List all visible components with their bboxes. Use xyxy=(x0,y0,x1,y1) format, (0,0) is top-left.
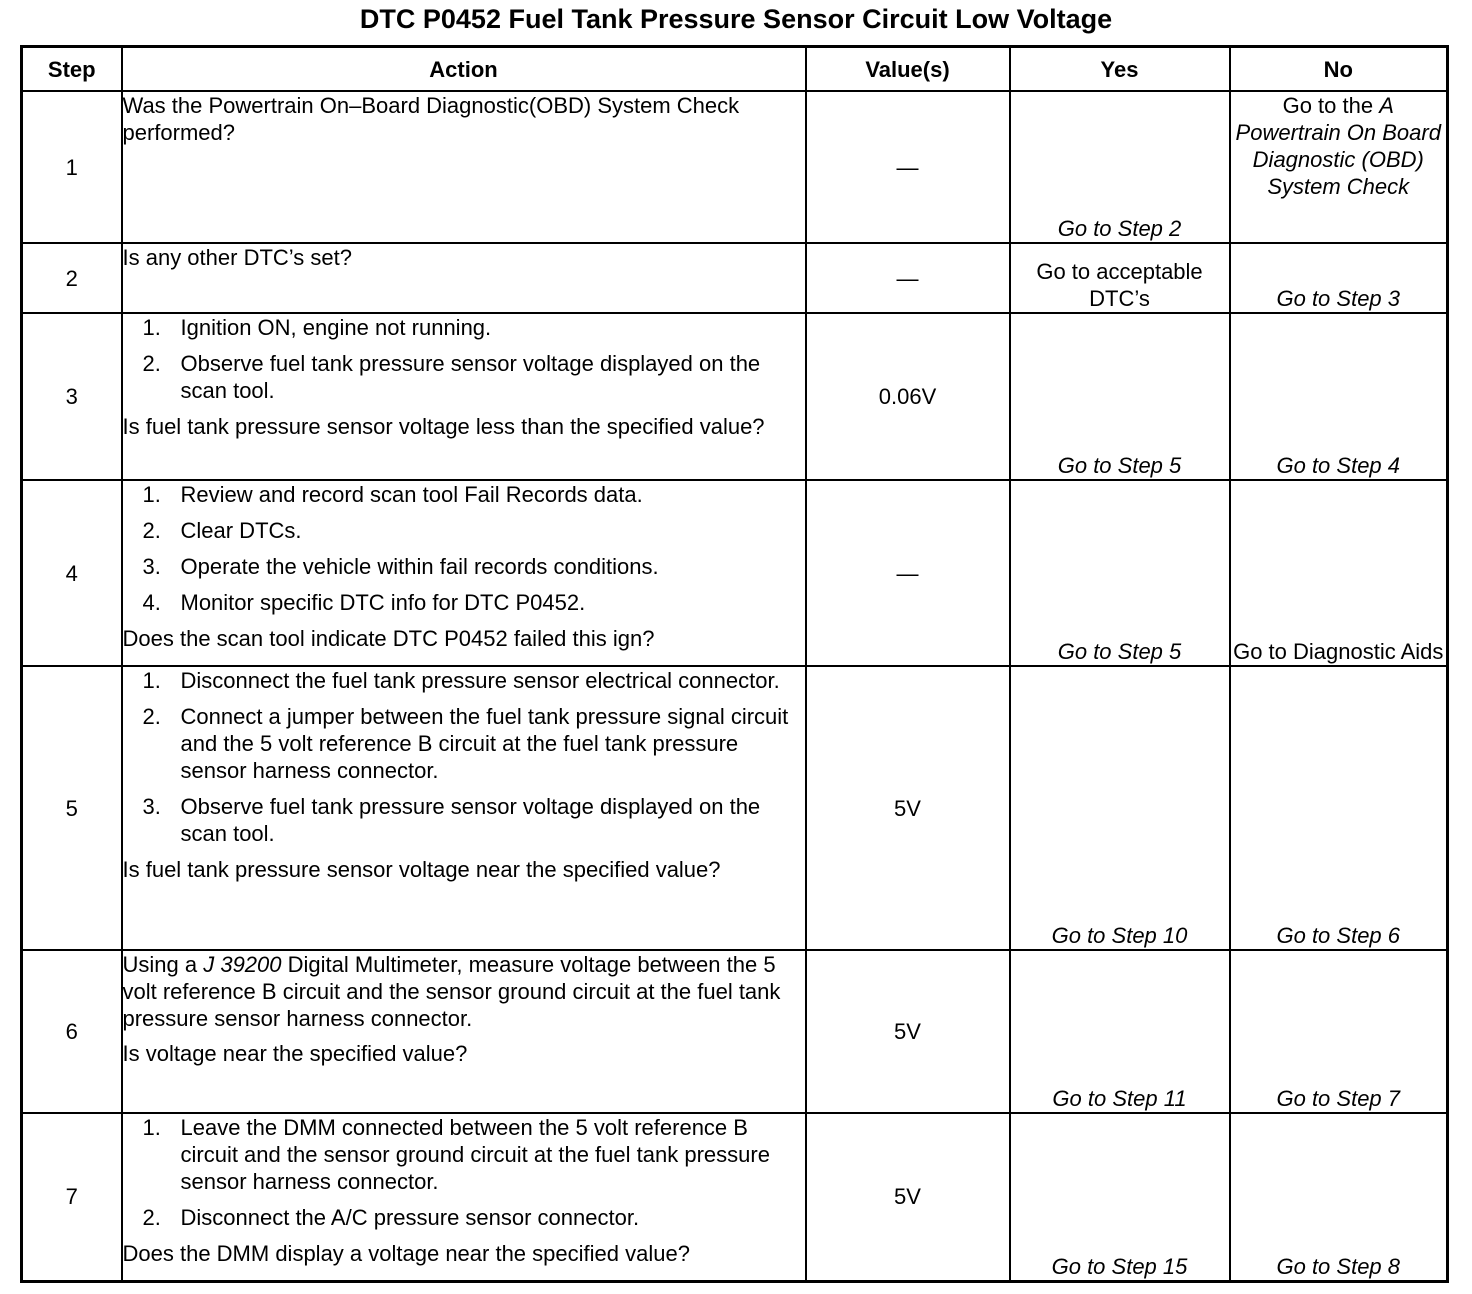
action-question: Is voltage near the specified value? xyxy=(122,1041,468,1066)
action-steps xyxy=(123,667,805,847)
yes-cell: Go to Step 5 xyxy=(1010,480,1230,666)
no-prefix: Go to the xyxy=(1282,93,1380,118)
step-number: 6 xyxy=(22,950,122,1113)
action-cell xyxy=(122,950,806,1113)
list-item: 3. Operate the vehicle within fail records conditions. xyxy=(142,554,659,579)
list-item: 3. Observe fuel tank pressure sensor voltage displayed on the scan tool. xyxy=(142,794,761,846)
action-question: Is any other DTC’s set? xyxy=(122,245,352,270)
action-steps xyxy=(123,1114,805,1231)
no-cell: Go to Diagnostic Aids xyxy=(1230,480,1448,666)
table-row xyxy=(22,950,1448,1113)
step-number: 5 xyxy=(22,666,122,950)
list-item: 2. Clear DTCs. xyxy=(142,518,302,543)
list-item: 2. Disconnect the A/C pressure sensor connector. xyxy=(142,1205,640,1230)
list-item: 1. Ignition ON, engine not running. xyxy=(142,315,492,340)
list-item: 2. Connect a jumper between the fuel tank pressure signal circuit and the 5 volt reference B circuit at the fuel tank pressure sensor harness connector. xyxy=(142,704,789,783)
document-title: DTC P0452 Fuel Tank Pressure Sensor Circuit Low Voltage xyxy=(359,4,1113,34)
table-row xyxy=(22,313,1448,480)
header-step: Step xyxy=(22,47,122,92)
action-cell xyxy=(122,243,806,313)
value-cell: — xyxy=(806,91,1010,243)
no-cell: Go to Step 3 xyxy=(1230,243,1448,313)
tool-reference: J 39200 xyxy=(203,952,282,977)
action-cell xyxy=(122,480,806,666)
yes-cell: Go to Step 2 xyxy=(1010,91,1230,243)
list-item: 1. Review and record scan tool Fail Records data. xyxy=(142,482,643,507)
action-steps xyxy=(123,481,805,616)
step-number: 7 xyxy=(22,1113,122,1281)
header-no: No xyxy=(1230,47,1448,92)
action-instruction: Using a J 39200 Digital Multimeter, measure voltage between the 5 volt reference B circuit and the sensor ground circuit at the fuel tank pressure sensor harness connector. xyxy=(122,952,781,1031)
value-cell: 5V xyxy=(806,950,1010,1113)
list-item: 2. Observe fuel tank pressure sensor voltage displayed on the scan tool. xyxy=(142,351,761,403)
no-cell: Go to Step 8 xyxy=(1230,1113,1448,1281)
value-cell: — xyxy=(806,243,1010,313)
no-link: A Powertrain On Board Diagnostic (OBD) System Check xyxy=(1235,93,1441,199)
action-cell xyxy=(122,666,806,950)
header-value: Value(s) xyxy=(806,47,1010,92)
no-cell xyxy=(1230,91,1448,243)
action-question: Was the Powertrain On–Board Diagnostic(OBD) System Check performed? xyxy=(122,93,740,145)
yes-cell: Go to Step 15 xyxy=(1010,1113,1230,1281)
header-yes: Yes xyxy=(1010,47,1230,92)
table-row xyxy=(22,91,1448,243)
value-cell: 0.06V xyxy=(806,313,1010,480)
list-item: 4. Monitor specific DTC info for DTC P0452. xyxy=(142,590,586,615)
table-row xyxy=(22,480,1448,666)
header-action: Action xyxy=(122,47,806,92)
table-header-row xyxy=(22,47,1448,92)
list-item: 1. Leave the DMM connected between the 5 volt reference B circuit and the sensor ground circuit at the fuel tank pressure sensor harness connector. xyxy=(142,1115,770,1194)
no-cell: Go to Step 7 xyxy=(1230,950,1448,1113)
value-cell: 5V xyxy=(806,666,1010,950)
yes-cell: Go to Step 10 xyxy=(1010,666,1230,950)
step-number: 4 xyxy=(22,480,122,666)
action-question: Is fuel tank pressure sensor voltage less than the specified value? xyxy=(122,414,765,439)
yes-cell: Go to Step 11 xyxy=(1010,950,1230,1113)
step-number: 1 xyxy=(22,91,122,243)
no-cell: Go to Step 4 xyxy=(1230,313,1448,480)
table-row xyxy=(22,1113,1448,1281)
step-number: 2 xyxy=(22,243,122,313)
action-cell xyxy=(122,1113,806,1281)
value-cell: 5V xyxy=(806,1113,1010,1281)
step-number: 3 xyxy=(22,313,122,480)
action-steps xyxy=(123,314,805,404)
action-cell xyxy=(122,91,806,243)
table-row xyxy=(22,666,1448,950)
no-cell: Go to Step 6 xyxy=(1230,666,1448,950)
action-question: Does the DMM display a voltage near the specified value? xyxy=(122,1241,690,1266)
yes-cell: Go to Step 5 xyxy=(1010,313,1230,480)
table-row xyxy=(22,243,1448,313)
value-cell: — xyxy=(806,480,1010,666)
diagnostic-table xyxy=(20,45,1449,1283)
action-question: Does the scan tool indicate DTC P0452 failed this ign? xyxy=(122,626,655,651)
action-question: Is fuel tank pressure sensor voltage near the specified value? xyxy=(122,857,721,882)
action-cell xyxy=(122,313,806,480)
yes-cell: Go to acceptable DTC’s xyxy=(1010,243,1230,313)
list-item: 1. Disconnect the fuel tank pressure sensor electrical connector. xyxy=(142,668,780,693)
